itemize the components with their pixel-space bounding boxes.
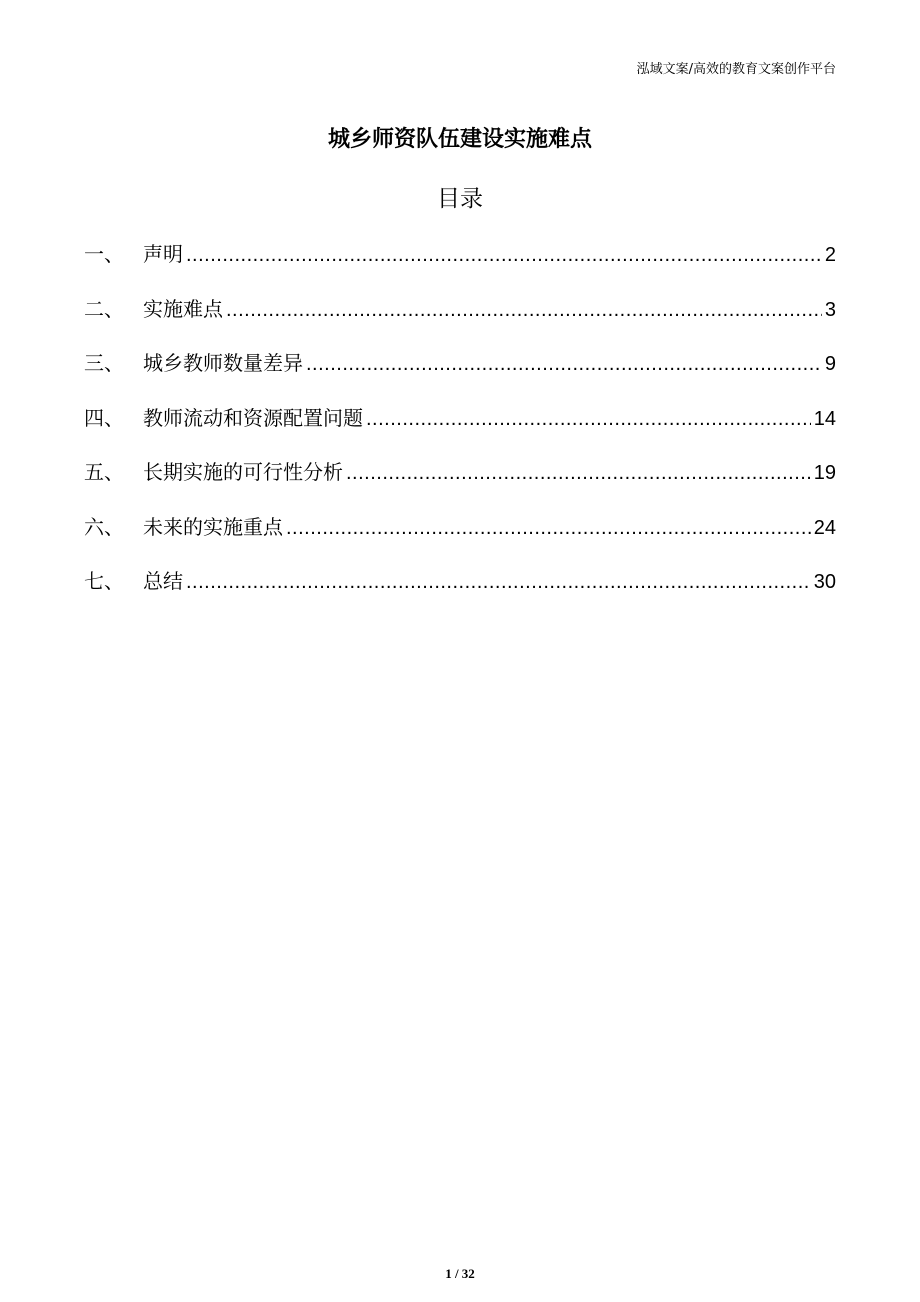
toc-entry[interactable] — [84, 402, 836, 457]
toc-entry[interactable] — [84, 565, 836, 620]
toc-label: 实施难点 — [143, 296, 223, 321]
toc-number: 五、 — [84, 460, 124, 484]
toc-number: 六、 — [84, 514, 124, 539]
toc-entry[interactable] — [84, 456, 836, 511]
toc-number: 一、 — [84, 242, 124, 266]
toc-page: 24 — [813, 516, 836, 539]
toc-number: 三、 — [84, 351, 124, 375]
toc-leader-dots — [226, 299, 822, 322]
toc-number: 二、 — [84, 296, 124, 321]
toc-label: 总结 — [143, 569, 183, 593]
document-title: 城乡师资队伍建设实施难点 — [327, 127, 592, 152]
toc-leader-dots — [186, 571, 811, 594]
toc-label: 长期实施的可行性分析 — [143, 460, 343, 484]
toc-leader-dots — [186, 244, 822, 267]
toc-page: 9 — [824, 353, 836, 375]
page-header: 泓域文案/高效的教育文案创作平台 — [636, 62, 836, 77]
page-indicator: 1 / 32 — [445, 1266, 475, 1281]
toc-number: 四、 — [84, 405, 124, 430]
table-of-contents — [84, 238, 836, 620]
toc-leader-dots — [346, 462, 811, 485]
toc-page: 3 — [824, 298, 836, 321]
toc-entry[interactable] — [84, 347, 836, 402]
toc-number: 七、 — [84, 569, 124, 593]
toc-leader-dots — [366, 408, 811, 431]
toc-label: 教师流动和资源配置问题 — [143, 405, 363, 430]
toc-leader-dots — [286, 517, 811, 540]
toc-entry[interactable] — [84, 238, 836, 293]
toc-page: 30 — [813, 571, 836, 593]
toc-heading: 目录 — [437, 186, 483, 212]
toc-entry[interactable] — [84, 293, 836, 348]
toc-leader-dots — [306, 353, 822, 376]
toc-page: 14 — [813, 407, 836, 430]
toc-label: 声明 — [143, 242, 183, 266]
toc-label: 城乡教师数量差异 — [143, 351, 303, 375]
toc-entry[interactable] — [84, 511, 836, 566]
toc-page: 19 — [813, 462, 836, 484]
toc-label: 未来的实施重点 — [143, 514, 283, 539]
toc-page: 2 — [824, 244, 836, 266]
